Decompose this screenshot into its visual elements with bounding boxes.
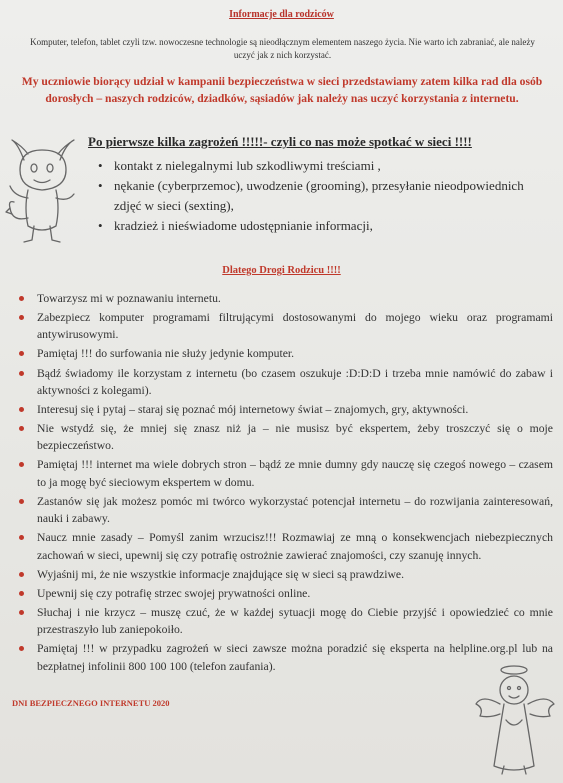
list-item: • nękanie (cyberprzemoc), uwodzenie (grooming), przesyłanie nieodpowiednich zdjęć w sieci (sexting), xyxy=(96,176,536,216)
list-item: • kontakt z nielegalnymi lub szkodliwymi treściami , xyxy=(96,156,536,176)
tips-heading: Dlatego Drogi Rodzicu !!!! xyxy=(222,265,341,276)
intro-text: Komputer, telefon, tablet czyli tzw. nowoczesne technologie są nieodłącznym elementem naszego życia. Nie warto ich zabraniać, ale należy uczyć jak z nich korzystać. xyxy=(30,37,535,60)
threats-heading: Po pierwsze kilka zagrożeń !!!!!- czyli co nas może spotkać w sieci !!!! xyxy=(88,134,472,149)
page-title: Informacje dla rodziców xyxy=(229,9,334,20)
devil-icon xyxy=(4,130,88,250)
list-item: Naucz mnie zasady – Pomyśl zanim wrzucisz!!! Rozmawiaj ze mną o konsekwencjach niebezpiecznych zachowań w sieci, upewnij się czy potrafię ostrożnie zawierać znajomości, czy szanuję innych. xyxy=(18,529,553,564)
list-item: • kradzież i nieświadome udostępnianie informacji, xyxy=(96,216,536,236)
list-item: Bądź świadomy ile korzystam z internetu (bo czasem oszukuje :D:D:D i trzeba mnie namówić do zabaw i aktywności z kolegami). xyxy=(18,365,553,400)
list-item: Interesuj się i pytaj – staraj się poznać mój internetowy świat – znajomych, gry, aktywności. xyxy=(18,401,553,418)
list-item: Pamiętaj !!! w przypadku zagrożeń w sieci zawsze można poradzić się eksperta na helpline.org.pl lub na bezpłatnej infolinii 800 100 100 (telefon zaufania). xyxy=(18,640,553,675)
list-item: Towarzysz mi w poznawaniu internetu. xyxy=(18,290,553,307)
list-item: Zabezpiecz komputer programami filtrującymi dostosowanymi do mojego wieku oraz programami antywirusowymi. xyxy=(18,309,553,344)
footer-text: DNI BEZPIECZNEGO INTERNETU 2020 xyxy=(12,698,170,708)
angel-icon xyxy=(470,660,560,778)
list-item: Słuchaj i nie krzycz – muszę czuć, że w każdej sytuacji mogę do Ciebie przyjść i opowiedzieć co mnie przestraszyło lub zaniepokoiło. xyxy=(18,604,553,639)
list-item: Zastanów się jak możesz pomóc mi twórco wykorzystać potencjał internetu – do rozwijania zainteresowań, nauki i zabawy. xyxy=(18,493,553,528)
campaign-text: My uczniowie biorący udział w kampanii bezpieczeństwa w sieci przedstawiamy zatem kilka rad dla osób dorosłych – naszych rodziców, dziadków, sąsiadów jak należy nas uczyć korzystania z internetu. xyxy=(21,75,543,105)
list-item: Pamiętaj !!! internet ma wiele dobrych stron – bądź ze mnie dumny gdy nauczę się czegoś nowego – czasem to ja mogę być sieciowym ekspertem w domu. xyxy=(18,456,553,491)
list-item: Wyjaśnij mi, że nie wszystkie informacje znajdujące się w sieci są prawdziwe. xyxy=(18,566,553,583)
tips-list xyxy=(18,290,553,677)
list-item: Nie wstydź się, że mniej się znasz niż ja – nie musisz być ekspertem, żeby troszczyć się o moje bezpieczeństwo. xyxy=(18,420,553,455)
list-item: Upewnij się czy potrafię strzec swojej prywatności online. xyxy=(18,585,553,602)
threats-list xyxy=(96,156,536,236)
list-item: Pamiętaj !!! do surfowania nie służy jedynie komputer. xyxy=(18,345,553,362)
